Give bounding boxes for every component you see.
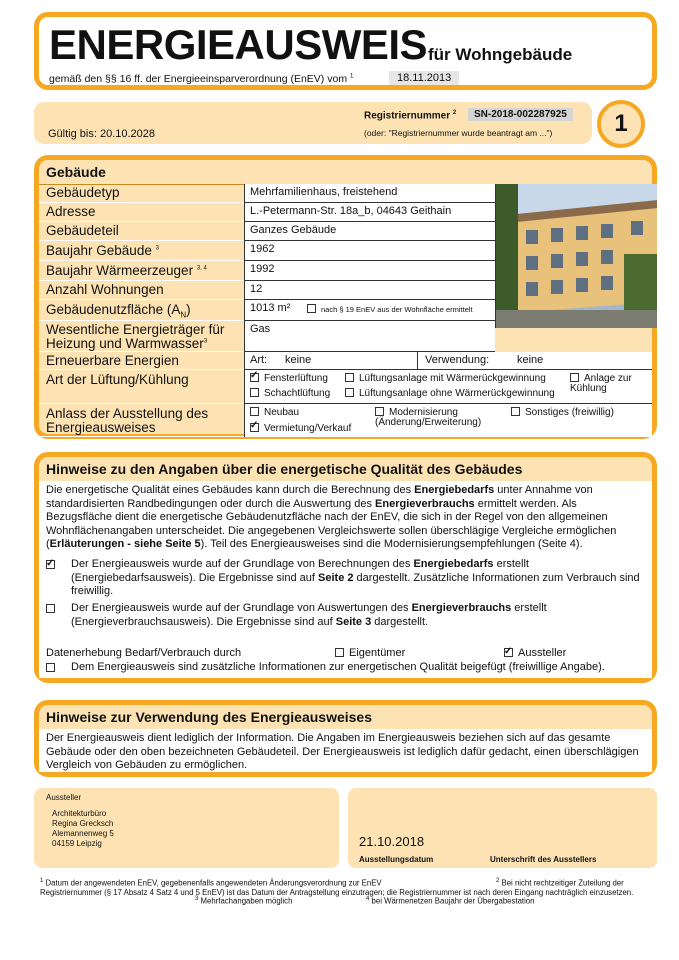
checkbox-window-ventilation[interactable]: [250, 373, 259, 382]
units-value: 12: [244, 281, 495, 300]
building-type-value: Mehrfamilienhaus, freistehend: [244, 184, 495, 203]
checkbox-demand-based[interactable]: [46, 560, 55, 569]
checkbox-cooling[interactable]: [570, 373, 579, 382]
law-date: 18.11.2013: [389, 71, 459, 85]
checkbox-issuer[interactable]: [504, 648, 513, 657]
row-address: Adresse L.-Petermann-Str. 18a_b, 04643 Geithain: [39, 203, 652, 222]
issue-date-label: Ausstellungsdatum: [359, 855, 434, 864]
checkbox-ventilation-recovery[interactable]: [345, 373, 354, 382]
issuer-label: Aussteller: [46, 793, 82, 802]
checkbox-owner[interactable]: [335, 648, 344, 657]
building-section: [34, 155, 657, 439]
signature-box: [348, 788, 657, 868]
row-ventilation: Art der Lüftung/Kühlung ✓ Fensterlüftung Lüftungsanlage mit Wärmerückgewinnung Anlage zur Kühlung Schachtlüftung Lüftungsanlage ohne Wärmerückgewinnung: [39, 370, 652, 404]
checkbox-new-building[interactable]: [250, 407, 259, 416]
row-construction-year: Baujahr Gebäude $^3$ 1962: [39, 241, 652, 261]
page-subtitle: für Wohngebäude: [428, 45, 573, 64]
demand-text: Der Energieausweis wurde auf der Grundlage von Berechnungen des Energiebedarfs erstellt (Energiebedarfsausweis). Die Ergebnisse sind auf Seite 2 dargestellt. Zusätzliche Informationen zum Verbrauch sind freiwillig.: [71, 558, 640, 597]
page-title: ENERGIEAUSWEIS: [49, 21, 428, 68]
checkbox-other[interactable]: [511, 407, 520, 416]
law-reference: gemäß den §§ 16 ff. der Energieeinsparverordnung (EnEV) vom $^1$: [49, 73, 354, 85]
row-renewable: Erneuerbare Energien Art: keine Verwendung: keine: [39, 352, 652, 370]
registration-label: Registriernummer $^2$: [364, 110, 457, 122]
building-photo: [495, 184, 657, 328]
page-number-badge: 1: [597, 100, 645, 148]
building-heading: Gebäude: [39, 160, 652, 185]
building-part-value: Ganzes Gebäude: [244, 222, 495, 241]
area-option: nach § 19 EnEV aus der Wohnfläche ermittelt: [307, 304, 473, 314]
row-heater-year: Baujahr Wärmeerzeuger $^{3, 4}$ 1992: [39, 261, 652, 281]
row-building-type: Gebäudetyp Mehrfamilienhaus, freistehend: [39, 184, 652, 203]
registration-bar: [34, 102, 592, 144]
data-collection-label: Datenerhebung Bedarf/Verbrauch durch: [46, 647, 242, 659]
area-checkbox[interactable]: [307, 304, 316, 313]
quality-heading: Hinweise zu den Angaben über die energetische Qualität des Gebäudes: [46, 461, 523, 477]
heater-year-value: 1992: [244, 261, 495, 281]
row-units: Anzahl Wohnungen 12: [39, 281, 652, 300]
quality-section: Hinweise zu den Angaben über die energetische Qualität des Gebäudes Die energetische Qualität eines Gebäudes kann durch die Berechnung des Energiebedarfs unter Annahme von standardisierten Randbedingungen oder durch die Auswertung des Energieverbrauchs ermittelt werden. Als Bezugsfläche dient die energetische Gebäudenutzfläche nach der EnEV, die sich in der Regel von den allgemeinen Wohnflächenangaben unterscheidet. Die angegebenen Vergleichswerte sollen überschlägige Vergleiche ermöglichen (Erläuterungen - siehe Seite 5). Teil des Energieausweises sind die Modernisierungsempfehlungen (Seite 4). ✓ Der Energieausweis wurde auf der Grundlage von Berechnungen des Energiebedarfs erstellt (Energiebedarfsausweis). Die Ergebnisse sind auf Seite 2 dargestellt. Zusätzliche Informationen zum Verbrauch sind freiwillig. Der Energieausweis wurde auf der Grundlage von Auswertungen des Energieverbrauchs erstellt (Energieverbrauchsausweis). Die Ergebnisse sind auf Seite 3 dargestellt. Datenerhebung Bedarf/Verbrauch durch Eigentümer ✓ Aussteller Dem Energieausweis sind zusätzliche Informationen zur energetischen Qualität beigefügt (freiwillige Angabe).: [34, 452, 657, 683]
floor-area-value: 1013 m² nach § 19 EnEV aus der Wohnfläche ermittelt: [244, 300, 495, 321]
valid-until: Gültig bis: 20.10.2028: [48, 128, 156, 140]
usage-section: [34, 700, 657, 777]
row-occasion: Anlass der Ausstellung des Energieausweises Neubau Modernisierung (Änderung/Erweiterung) Sonstiges (freiwillig) ✓Vermietung/Verkauf: [39, 404, 652, 437]
energy-carrier-value: Gas: [244, 321, 495, 352]
checkbox-rental-sale[interactable]: [250, 423, 259, 432]
usage-heading: Hinweise zur Verwendung des Energieausweises: [46, 709, 373, 725]
row-energy-carrier: Wesentliche Energieträger für Heizung und Warmwasser$^3$ Gas: [39, 321, 652, 352]
construction-year-value: 1962: [244, 241, 495, 261]
registration-number: SN-2018-002287925: [468, 108, 573, 121]
consumption-text: Der Energieausweis wurde auf der Grundlage von Auswertungen des Energieverbrauchs erstellt (Energieverbrauchsausweis). Die Ergebnisse sind auf Seite 3 dargestellt.: [71, 602, 547, 628]
checkbox-extra-info[interactable]: [46, 663, 55, 672]
row-floor-area: Gebäudenutzfläche $(A_N)$ 1013 m² nach § 19 EnEV aus der Wohnfläche ermittelt: [39, 300, 652, 321]
checkbox-modernisation[interactable]: [375, 407, 384, 416]
row-building-part: Gebäudeteil Ganzes Gebäude: [39, 222, 652, 241]
address-value: L.-Petermann-Str. 18a_b, 04643 Geithain: [244, 203, 495, 222]
checkbox-consumption-based[interactable]: [46, 604, 55, 613]
checkbox-ventilation-no-recovery[interactable]: [345, 388, 354, 397]
quality-intro: Die energetische Qualität eines Gebäudes kann durch die Berechnung des Energiebedarfs unter Annahme von standardisierten Randbedingungen oder durch die Auswertung des Energieverbrauchs ermittelt werden. Als Bezugsfläche dient die energetische Gebäudenutzfläche nach der EnEV, die sich in der Regel von den allgemeinen Wohnflächenangaben unterscheidet. Die angegebenen Vergleichswerte sollen überschlägige Vergleiche ermöglichen (Erläuterungen - siehe Seite 5). Teil des Energieausweises sind die Modernisierungsempfehlungen (Seite 4).: [46, 484, 617, 550]
usage-text: Der Energieausweis dient lediglich der Information. Die Angaben im Energieausweis beziehen sich auf das gesamte Gebäude oder den oben bezeichneten Gebäudeteil. Der Energieausweis ist lediglich dafür gedacht, einen überschlägigen Vergleich von Gebäuden zu ermöglichen.: [39, 729, 652, 772]
issue-date: 21.10.2018: [359, 834, 425, 849]
issuer-box: [34, 788, 339, 868]
footnotes: $^1$ Datum der angewendeten EnEV, gegebenenfalls angewendeten Änderungsverordnung zur EnEV $^2$ Bei nicht rechtzeitiger Zuteilung der Registriernummer (§ 17 Absatz 4 Satz 4 und 5 EnEV) ist das Datum der Antragstellung einzutragen; die Registriernummer ist nach deren Eingang nachträglich einzusetzen. $^3$ Mehrfachangaben möglich $^4$ bei Wärmenetzen Baujahr der Übergabestation: [40, 878, 634, 906]
checkbox-shaft-ventilation[interactable]: [250, 388, 259, 397]
extra-info-text: Dem Energieausweis sind zusätzliche Informationen zur energetischen Qualität beigefügt (freiwillige Angabe).: [71, 661, 605, 673]
signature-label: Unterschrift des Ausstellers: [490, 855, 597, 864]
issuer-address: Architekturbüro Regina Grecksch Alemannenweg 5 04159 Leipzig: [52, 809, 114, 848]
registration-note: (oder: "Registriernummer wurde beantragt am ..."): [364, 128, 553, 138]
header-box: [34, 12, 657, 90]
